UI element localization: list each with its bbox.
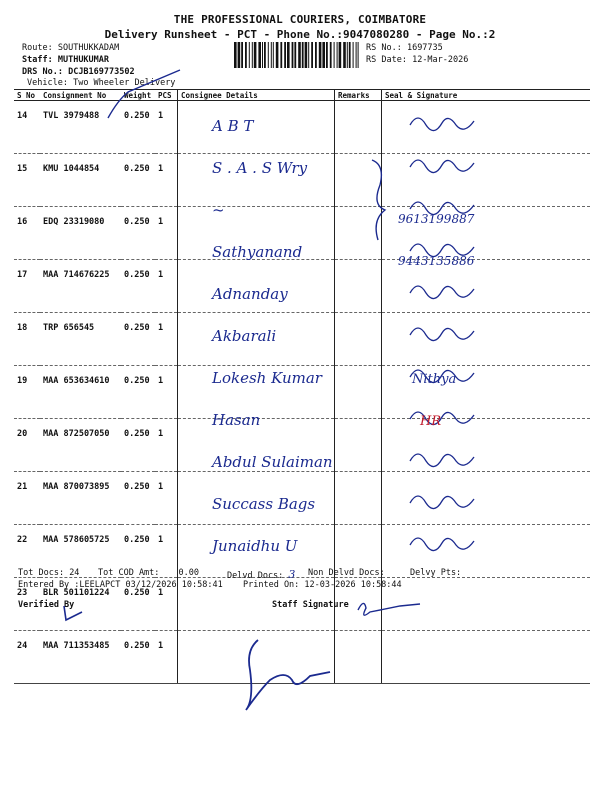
barcode-bar	[258, 42, 261, 68]
barcode-bar	[238, 42, 241, 68]
barcode-bar	[311, 42, 313, 68]
row-pcs: 1	[155, 101, 178, 154]
barcode-bar	[284, 42, 286, 68]
row-weight: 0.250	[121, 419, 155, 472]
row-consignee-cell	[178, 419, 335, 472]
col-weight: Weight	[121, 90, 155, 101]
phone-handwriting: 9613199887	[398, 212, 475, 226]
row-weight: 0.250	[121, 101, 155, 154]
col-consignment: Consignment No	[40, 90, 121, 101]
barcode-bar	[337, 42, 338, 68]
row-sno: 20	[14, 419, 40, 472]
printed-on-value: 12-03-2026 10:58:44	[304, 580, 402, 590]
vehicle-value: Two Wheeler Delivery	[73, 78, 176, 88]
barcode-bar	[319, 42, 322, 68]
row-sno: 24	[14, 631, 40, 684]
row-pcs: 1	[155, 260, 178, 313]
consignee-handwriting: Succass Bags	[212, 495, 316, 513]
consignee-handwriting: ~	[212, 201, 225, 219]
row-consignment-no: MAA 578605725	[40, 525, 121, 578]
barcode-bar	[339, 42, 342, 68]
route-value: SOUTHUKKADAM	[57, 43, 120, 53]
barcode-bar	[326, 42, 328, 68]
barcode-bar	[292, 42, 294, 68]
row-sno: 21	[14, 472, 40, 525]
row-consignee-cell	[178, 207, 335, 260]
table-header-row	[14, 90, 590, 101]
row-consignment-no: KMU 1044854	[40, 154, 121, 207]
row-remarks-cell	[335, 366, 382, 419]
row-consignee-cell	[178, 313, 335, 366]
row-weight: 0.250	[121, 366, 155, 419]
staff-signature-label: Staff Signature	[272, 600, 349, 610]
row-seal-cell	[382, 366, 591, 419]
table-row	[14, 313, 590, 366]
consignee-handwriting: Junaidhu U	[212, 537, 298, 555]
seal-text: Nithya	[412, 372, 457, 387]
row-consignment-no: MAA 711353485	[40, 631, 121, 684]
barcode-bar	[245, 42, 247, 68]
row-weight: 0.250	[121, 207, 155, 260]
staff-label: Staff:	[22, 55, 53, 65]
row-seal-cell	[382, 207, 591, 260]
barcode-bar	[322, 42, 325, 68]
col-pcs: PCS	[155, 90, 178, 101]
barcode-bar	[358, 42, 359, 68]
printed-on-label: Printed On:	[243, 580, 300, 590]
row-seal-cell	[382, 260, 591, 313]
row-seal-cell	[382, 419, 591, 472]
row-weight: 0.250	[121, 260, 155, 313]
row-consignment-no: EDQ 23319080	[40, 207, 121, 260]
rs-no-line	[366, 43, 443, 53]
row-consignee-cell	[178, 154, 335, 207]
drs-label: DRS No.:	[22, 67, 63, 77]
col-seal-signature: Seal & Signature	[382, 90, 591, 101]
phone-handwriting: 9443135886	[398, 254, 475, 268]
entered-by-label: Entered By :	[18, 580, 80, 590]
table-row	[14, 154, 590, 207]
row-remarks-cell	[335, 631, 382, 684]
row-seal-cell	[382, 631, 591, 684]
row-pcs: 1	[155, 578, 178, 631]
row-consignment-no: MAA 653634610	[40, 366, 121, 419]
route-line	[22, 43, 119, 53]
barcode-bar	[264, 42, 266, 68]
delvy-pts	[410, 568, 461, 578]
delvd-docs-value: 3	[288, 568, 296, 581]
consignee-handwriting: Hasan	[212, 411, 261, 429]
consignee-handwriting: S . A . S Wry	[212, 159, 308, 177]
barcode-bar	[262, 42, 263, 68]
verified-by-label: Verified By	[18, 600, 75, 610]
rs-no-value: 1697735	[406, 43, 443, 53]
barcode-bar	[347, 42, 348, 68]
consignee-handwriting: Abdul Sulaiman	[212, 453, 333, 471]
table-row	[14, 366, 590, 419]
vehicle-line	[27, 78, 175, 88]
barcode-bar	[294, 42, 296, 68]
row-sno: 18	[14, 313, 40, 366]
row-seal-cell	[382, 101, 591, 154]
drs-line	[22, 67, 135, 77]
company-name: THE PROFESSIONAL COURIERS, COIMBATORE	[173, 13, 427, 26]
row-weight: 0.250	[121, 631, 155, 684]
barcode-bar	[276, 42, 279, 68]
barcode-bar	[241, 42, 243, 68]
row-seal-cell	[382, 472, 591, 525]
table-row	[14, 631, 590, 684]
table-row	[14, 207, 590, 260]
consignee-handwriting: Lokesh Kumar	[212, 369, 322, 387]
non-delvd-docs	[308, 568, 385, 578]
row-seal-cell	[382, 154, 591, 207]
barcode-bar	[252, 42, 253, 68]
row-consignee-cell	[178, 260, 335, 313]
barcode-bar	[287, 42, 290, 68]
barcode-bar	[249, 42, 250, 68]
rs-date-label: RS Date:	[366, 55, 407, 65]
barcode-bar	[234, 42, 237, 68]
row-consignment-no: TVL 3979488	[40, 101, 121, 154]
row-remarks-cell	[335, 419, 382, 472]
row-weight: 0.250	[121, 578, 155, 631]
row-sno: 22	[14, 525, 40, 578]
row-consignment-no: MAA 714676225	[40, 260, 121, 313]
row-consignment-no: BLR 501101224	[40, 578, 121, 631]
barcode-bar	[298, 42, 301, 68]
consignee-handwriting: Sathyanand	[212, 243, 303, 261]
barcode-bar	[308, 42, 309, 68]
printed-on	[243, 580, 402, 590]
row-sno: 14	[14, 101, 40, 154]
route-label: Route:	[22, 43, 53, 53]
tot-cod	[98, 568, 199, 578]
row-pcs: 1	[155, 366, 178, 419]
row-consignment-no: TRP 656545	[40, 313, 121, 366]
row-seal-cell	[382, 313, 591, 366]
row-remarks-cell	[335, 472, 382, 525]
non-delvd-label: Non Delvd Docs:	[308, 568, 385, 578]
row-pcs: 1	[155, 154, 178, 207]
vehicle-label: Vehicle:	[27, 78, 68, 88]
staff-line	[22, 55, 109, 65]
barcode-bar	[330, 42, 332, 68]
row-remarks-cell	[335, 101, 382, 154]
barcode-bar	[305, 42, 308, 68]
row-consignee-cell	[178, 366, 335, 419]
barcode-bar	[334, 42, 335, 68]
entered-by-value: LEELAPCT 03/12/2026 10:58:41	[79, 580, 223, 590]
row-pcs: 1	[155, 313, 178, 366]
tot-cod-value: 0.00	[178, 568, 200, 578]
verified-by	[18, 600, 74, 610]
table-row	[14, 101, 590, 154]
consignee-handwriting: A B T	[212, 117, 254, 135]
barcode-bar	[280, 42, 282, 68]
consignee-handwriting: Adnanday	[212, 285, 288, 303]
table-row	[14, 472, 590, 525]
row-pcs: 1	[155, 207, 178, 260]
rs-date-value: 12-Mar-2026	[412, 55, 469, 65]
row-weight: 0.250	[121, 472, 155, 525]
staff-value: MUTHUKUMAR	[57, 55, 110, 65]
seal-text: HR	[420, 414, 442, 429]
table-row	[14, 419, 590, 472]
row-pcs: 1	[155, 472, 178, 525]
row-sno: 17	[14, 260, 40, 313]
tot-cod-label: Tot COD Amt:	[98, 568, 160, 578]
row-weight: 0.250	[121, 154, 155, 207]
row-remarks-cell	[335, 260, 382, 313]
row-remarks-cell	[335, 313, 382, 366]
drs-value: DCJB169773502	[68, 67, 135, 77]
runsheet-title: Delivery Runsheet - PCT - Phone No.:9047080280 - Page No.:2	[104, 28, 496, 41]
row-weight: 0.250	[121, 525, 155, 578]
row-sno: 15	[14, 154, 40, 207]
consignment-table	[14, 89, 590, 684]
row-consignment-no: MAA 872507050	[40, 419, 121, 472]
row-seal-cell	[382, 578, 591, 631]
row-pcs: 1	[155, 419, 178, 472]
row-consignee-cell	[178, 631, 335, 684]
barcode-bar	[271, 42, 272, 68]
row-sno: 23	[14, 578, 40, 631]
barcode-bar	[349, 42, 351, 68]
row-remarks-cell	[335, 207, 382, 260]
barcode-bar	[315, 42, 317, 68]
row-consignee-cell	[178, 472, 335, 525]
entered-by	[18, 580, 223, 590]
row-consignment-no: MAA 870073895	[40, 472, 121, 525]
tot-docs-value: 24	[69, 568, 80, 578]
rs-date-line	[366, 55, 468, 65]
row-consignee-cell	[178, 101, 335, 154]
barcode-bar	[268, 42, 269, 68]
barcode-bar	[356, 42, 357, 68]
row-weight: 0.250	[121, 313, 155, 366]
rs-no-label: RS No.:	[366, 43, 402, 53]
tot-docs-label: Tot Docs:	[18, 568, 65, 578]
barcode-bar	[273, 42, 274, 68]
col-remarks: Remarks	[335, 90, 382, 101]
row-sno: 16	[14, 207, 40, 260]
row-remarks-cell	[335, 154, 382, 207]
row-pcs: 1	[155, 631, 178, 684]
delvd-docs-label: Delvd Docs:	[227, 571, 284, 581]
barcode-bar	[353, 42, 354, 68]
table-row	[14, 260, 590, 313]
runsheet-barcode	[234, 42, 362, 68]
barcode-bar	[343, 42, 346, 68]
barcode-bar	[302, 42, 304, 68]
tot-docs	[18, 568, 79, 578]
row-sno: 19	[14, 366, 40, 419]
delvy-pts-label: Delvy Pts:	[410, 568, 462, 578]
col-consignee: Consignee Details	[178, 90, 335, 101]
row-pcs: 1	[155, 525, 178, 578]
consignee-handwriting: Akbarali	[212, 327, 277, 345]
col-sno: S No	[14, 90, 40, 101]
barcode-bar	[254, 42, 257, 68]
staff-signature	[272, 600, 349, 610]
